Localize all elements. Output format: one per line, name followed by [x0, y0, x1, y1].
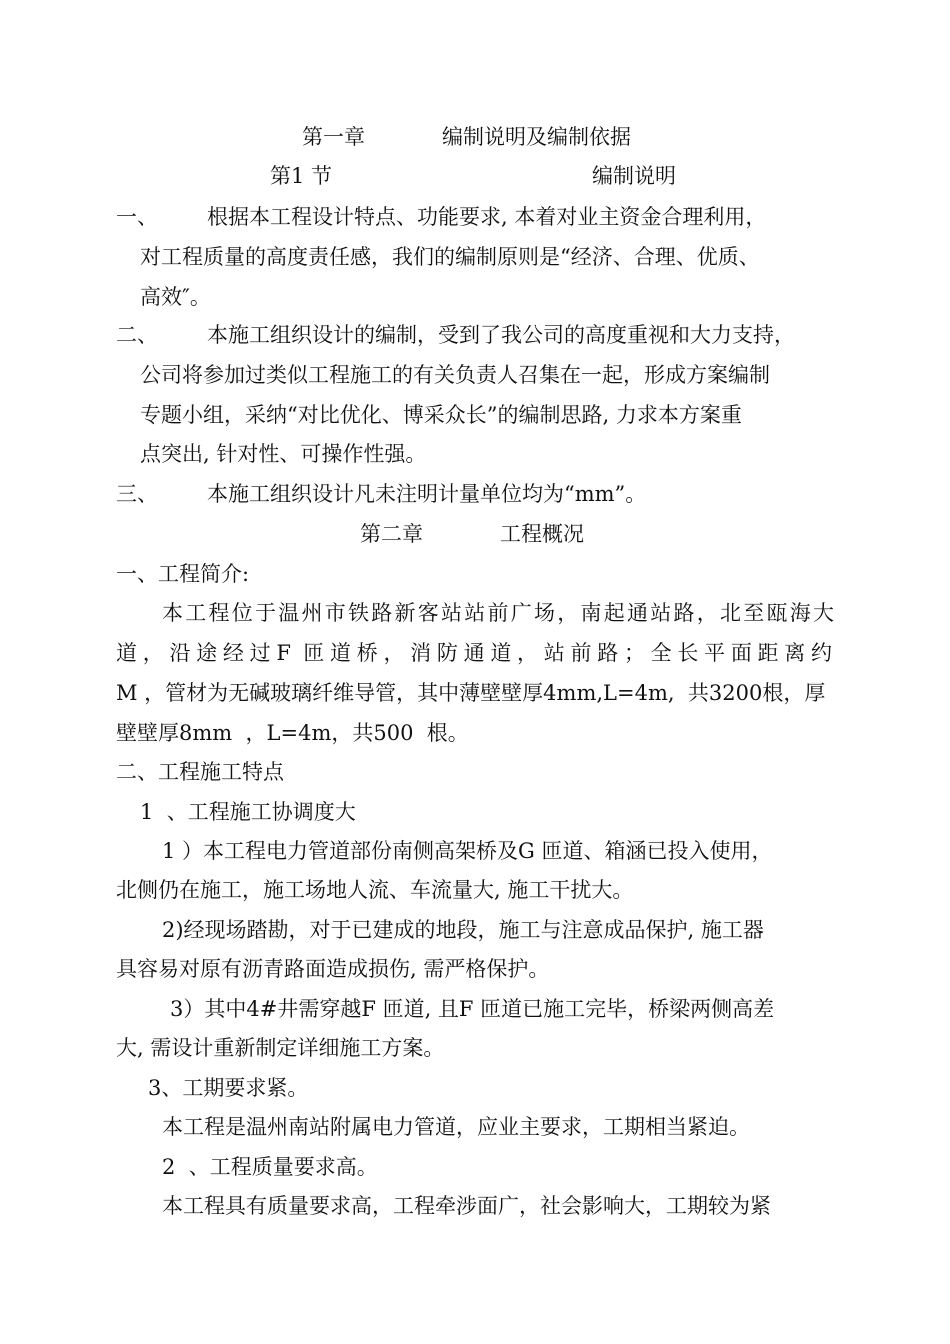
item-2-line-2: 公司将参加过类似工程施工的有关负责人召集在一起，形成方案编制: [140, 363, 770, 387]
section-1-title: 编制说明: [592, 164, 676, 188]
body-line-17: 本工程具有质量要求高，工程牵涉面广，社会影响大，工期较为紧: [162, 1194, 771, 1218]
body-line-5: 壁壁厚8mm ，L=4m，共500 根。: [116, 721, 469, 745]
item-2-line-4: 点突出, 针对性、可操作性强。: [140, 442, 427, 466]
body-line-16: 2 、工程质量要求高。: [162, 1155, 378, 1179]
item-2-line-3: 专题小组，采纳“对比优化、博采众长”的编制思路, 力求本方案重: [140, 403, 742, 427]
item-1-line-1: 根据本工程设计特点、功能要求, 本着对业主资金合理利用，: [207, 205, 767, 229]
item-2-marker: 二、: [116, 323, 158, 347]
section-1-number: 第1 节: [270, 164, 333, 188]
chapter-1-number: 第一章: [302, 125, 365, 149]
item-2-line-1: 本施工组织设计的编制，受到了我公司的高度重视和大力支持，: [207, 323, 795, 347]
chapter-2-number: 第二章: [360, 522, 423, 546]
body-line-7: 1 、工程施工协调度大: [140, 800, 356, 824]
body-line-15: 本工程是温州南站附属电力管道，应业主要求，工期相当紧迫。: [162, 1115, 750, 1139]
chapter-2-title: 工程概况: [500, 522, 584, 546]
body-line-9: 北侧仍在施工，施工场地人流、车流量大, 施工干扰大。: [116, 878, 634, 902]
body-line-2: 本工程位于温州市铁路新客站站前广场，南起通站路，北至瓯海大: [162, 601, 834, 625]
body-line-13: 大, 需设计重新制定详细施工方案。: [116, 1036, 445, 1060]
body-line-1: 一、工程简介:: [116, 562, 250, 586]
body-line-8: 1 ）本工程电力管道部份南侧高架桥及G 匝道、箱涵已投入使用，: [162, 839, 773, 863]
body-line-10: 2)经现场踏勘，对于已建成的地段，施工与注意成品保护, 施工器: [162, 918, 764, 942]
body-line-3: 道，沿途经过F 匝道桥，消防通道，站前路；全长平面距离约: [116, 641, 832, 665]
item-1-line-2: 对工程质量的高度责任感，我们的编制原则是“经济、合理、优质、: [140, 245, 760, 269]
body-line-4: M ，管材为无碱玻璃纤维导管，其中薄壁壁厚4mm,L=4m, 共3200根，厚: [116, 681, 826, 705]
item-1-marker: 一、: [116, 205, 158, 229]
body-line-6: 二、工程施工特点: [116, 760, 284, 784]
chapter-1-title: 编制说明及编制依据: [442, 125, 631, 149]
item-1-line-3: 高效″。: [140, 285, 211, 309]
body-line-12: 3）其中4#井需穿越F 匝道, 且F 匝道已施工完毕，桥梁两侧高差: [170, 997, 775, 1021]
item-3-line-1: 本施工组织设计凡未注明计量单位均为“mm”。: [207, 482, 647, 506]
body-line-11: 具容易对原有沥青路面造成损伤, 需严格保护。: [116, 957, 550, 981]
item-3-marker: 三、: [116, 482, 158, 506]
body-line-14: 3、工期要求紧。: [148, 1076, 309, 1100]
